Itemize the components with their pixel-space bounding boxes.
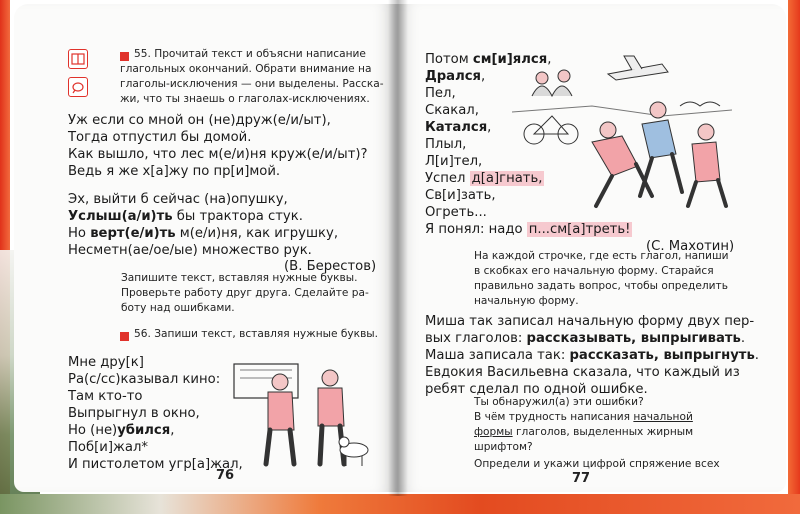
poem2-line-4: Выпрыгнул в окно,: [68, 406, 200, 421]
cover-edge-right: [788, 0, 800, 514]
poem1-line-2: Тогда отпустил бы домой.: [68, 130, 252, 145]
masha-line-5: ребят сделал по одной ошибке.: [425, 382, 648, 397]
poem1-author: (В. Берестов): [284, 259, 377, 274]
poem2-line-6: Поб[и]жал*: [68, 440, 148, 455]
poem1-stanza2-line-4: Несметн(ае/ое/ые) множество рук.: [68, 243, 312, 258]
poem3-line-2: Дрался,: [425, 69, 486, 84]
page-number-left: 76: [216, 468, 235, 483]
poem1-stanza2-line-3: Но верт(е/и)ть м(е/и)ня, как игрушку,: [68, 226, 339, 241]
task-55-marker: [120, 52, 129, 61]
speak-task-icon: [68, 77, 88, 97]
poem1-stanza2-line-1: Эх, выйти б сейчас (на)опушку,: [68, 192, 288, 207]
exercise-note-line-1: Запишите текст, вставляя нужные буквы.: [121, 272, 358, 284]
poem2-line-5: Но (не)убился,: [68, 423, 175, 438]
masha-line-2: вых глаголов: рассказывать, выпрыгивать.: [425, 331, 746, 346]
poem2-line-2: Ра(с/сс)казывал кино:: [68, 372, 221, 387]
poem3-line-9: Св[и]зать,: [425, 188, 496, 203]
poem3-line-5: Катался,: [425, 120, 492, 135]
poem3-line-11: Я понял: надо п...см[а]треть!: [425, 222, 631, 237]
poem2-line-7: И пистолетом угр[а]жал,: [68, 457, 243, 472]
poem2-line-1: Мне дру[к]: [68, 355, 144, 370]
poem3-line-4: Скакал,: [425, 103, 479, 118]
poem3-author: (С. Махотин): [646, 239, 735, 254]
task-55-line-1: 55. Прочитай текст и объясни написание: [134, 48, 366, 60]
poem2-line-3: Там кто-то: [68, 389, 143, 404]
question-2-line-1: В чём трудность написания начальной: [474, 411, 693, 423]
poem3-line-6: Плыл,: [425, 137, 467, 152]
poem3-line-1: Потом см[и]ялся,: [425, 52, 552, 67]
boys-and-dog-illustration: [232, 360, 372, 472]
poem3-line-10: Огреть...: [425, 205, 487, 220]
poem3-line-3: Пел,: [425, 86, 456, 101]
task-56-marker: [120, 332, 129, 341]
task-55-line-3: глаголы-исключения — они выделены. Расска-: [120, 78, 384, 90]
poem3-line-8: Успел д[а]гнать,: [425, 171, 543, 186]
exercise-note-line-2: Проверьте работу друг друга. Сделайте ра-: [121, 287, 369, 299]
masha-line-1: Миша так записал начальную форму двух пер-: [425, 314, 755, 329]
note-line-3: правильно задать вопрос, чтобы определить: [474, 280, 728, 292]
masha-line-3: Маша записала так: рассказать, выпрыгнуть.: [425, 348, 759, 363]
poem3-line-7: Л[и]тел,: [425, 154, 483, 169]
poem1-line-1: Уж если со мной он (не)друж(е/и/ыт),: [68, 113, 331, 128]
note-line-2: в скобках его начальную форму. Старайся: [474, 265, 714, 277]
question-3: Определи и укажи цифрой спряжение всех: [474, 458, 720, 470]
note-line-1: На каждой строчке, где есть глагол, напиши: [474, 250, 729, 262]
question-2-line-3: шрифтом?: [474, 441, 533, 453]
cover-edge-bottom: [0, 494, 800, 514]
question-2-line-2: формы глаголов, выделенных жирным: [474, 426, 694, 438]
kids-playing-illustration: [512, 46, 732, 216]
question-1: Ты обнаружил(а) эти ошибки?: [474, 396, 644, 408]
exercise-note-line-3: боту над ошибками.: [121, 302, 235, 314]
task-56-text: 56. Запиши текст, вставляя нужные буквы.: [134, 328, 379, 340]
read-task-icon: [68, 49, 88, 69]
page-number-right: 77: [572, 471, 591, 486]
note-line-4: начальную форму.: [474, 295, 579, 307]
book-spine: [388, 0, 408, 496]
task-55-line-4: жи, что ты знаешь о глаголах-исключениях.: [120, 93, 370, 105]
poem1-line-4: Ведь я же х[а]жу по пр[и]мой.: [68, 164, 281, 179]
poem1-stanza2-line-2: Услыш(а/и)ть бы трактора стук.: [68, 209, 303, 224]
poem1-line-3: Как вышло, что лес м(е/и)ня круж(е/и/ыт)?: [68, 147, 368, 162]
masha-line-4: Евдокия Васильевна сказала, что каждый из: [425, 365, 740, 380]
task-55-line-2: глагольных окончаний. Обрати внимание на: [120, 63, 372, 75]
